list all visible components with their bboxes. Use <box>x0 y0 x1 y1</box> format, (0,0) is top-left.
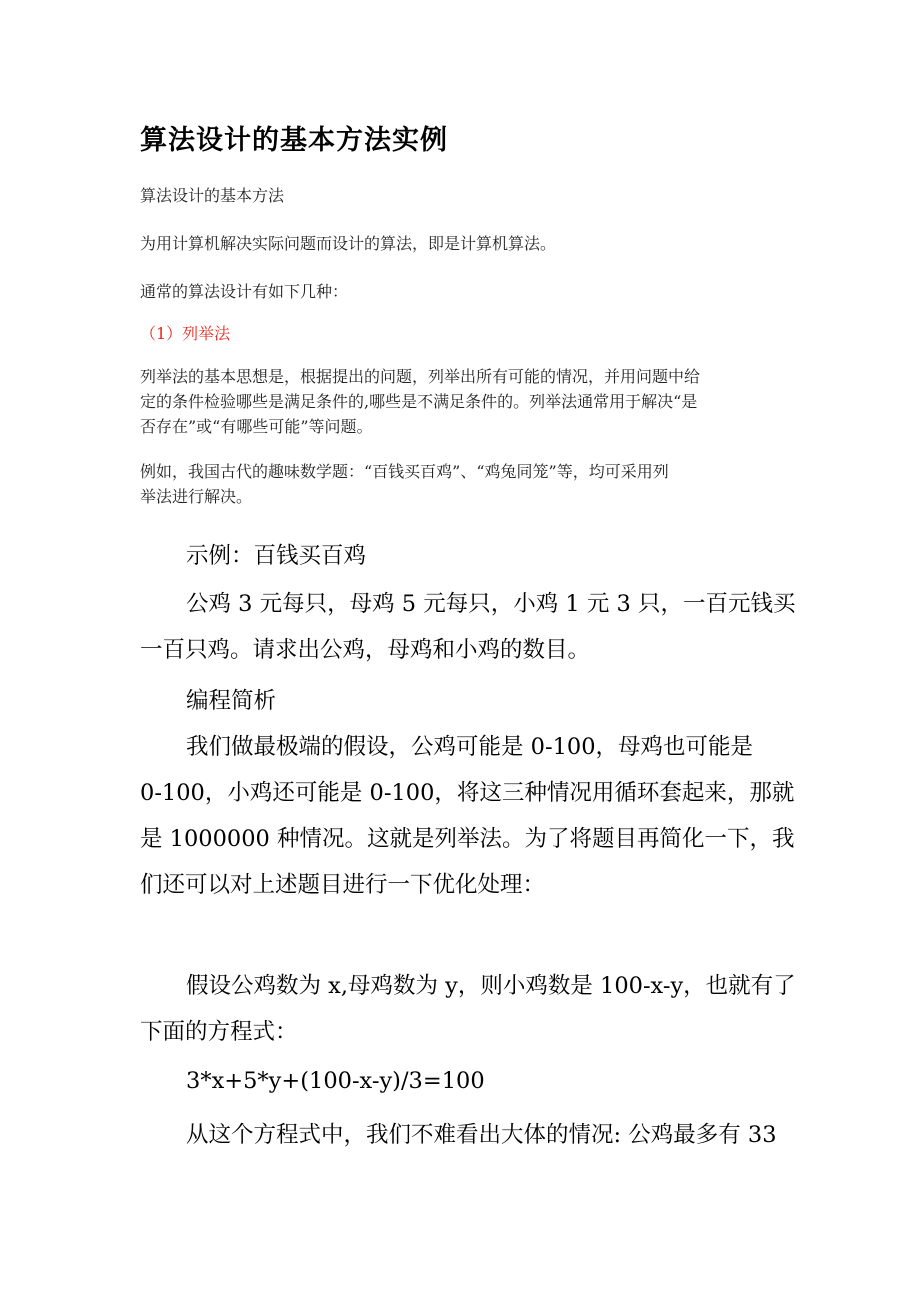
problem-line: 一百只鸡。请求出公鸡，母鸡和小鸡的数目。 <box>140 637 591 663</box>
method-description <box>140 364 700 439</box>
equation: 3*x+5*y+(100-x-y)/3=100 <box>186 1068 485 1094</box>
method-description-line: 定的条件检验哪些是满足条件的,哪些是不满足条件的。列举法通常用于解决“是 <box>140 392 698 411</box>
document-title: 算法设计的基本方法实例 <box>140 125 448 156</box>
example-heading: 示例：百钱买百鸡 <box>186 543 367 569</box>
analysis-heading: 编程简析 <box>186 688 277 714</box>
problem-paragraph <box>140 581 795 673</box>
analysis-line: 0-100，小鸡还可能是 0-100，将这三种情况用循环套起来，那就 <box>140 780 795 806</box>
assumption-line: 下面的方程式： <box>140 1019 298 1045</box>
method-heading: （1）列举法 <box>140 324 231 343</box>
assumption-line: 假设公鸡数为 x,母鸡数为 y，则小鸡数是 100-x-y，也就有了 <box>186 973 796 999</box>
conclusion-paragraph: 从这个方程式中，我们不难看出大体的情况: 公鸡最多有 33 <box>186 1122 777 1148</box>
examples-paragraph <box>140 459 669 509</box>
analysis-line: 我们做最极端的假设，公鸡可能是 0-100，母鸡也可能是 <box>186 734 754 760</box>
method-description-line: 否存在”或“有哪些可能”等问题。 <box>140 417 373 436</box>
intro-paragraph: 通常的算法设计有如下几种： <box>140 282 349 301</box>
method-description-line: 列举法的基本思想是，根据提出的问题，列举出所有可能的情况，并用问题中给 <box>140 367 701 386</box>
definition-paragraph: 为用计算机解决实际问题而设计的算法，即是计算机算法。 <box>140 234 557 253</box>
analysis-paragraph <box>140 724 795 908</box>
assumption-paragraph <box>140 963 796 1055</box>
analysis-line: 们还可以对上述题目进行一下优化处理： <box>140 872 546 898</box>
examples-line: 例如，我国古代的趣味数学题：“百钱买百鸡”、“鸡兔同笼”等，均可采用列 <box>140 462 669 481</box>
examples-line: 举法进行解决。 <box>140 487 253 506</box>
analysis-line: 是 1000000 种情况。这就是列举法。为了将题目再简化一下，我 <box>140 826 795 852</box>
subtitle: 算法设计的基本方法 <box>140 186 285 205</box>
problem-line: 公鸡 3 元每只，母鸡 5 元每只，小鸡 1 元 3 只，一百元钱买 <box>186 591 796 617</box>
